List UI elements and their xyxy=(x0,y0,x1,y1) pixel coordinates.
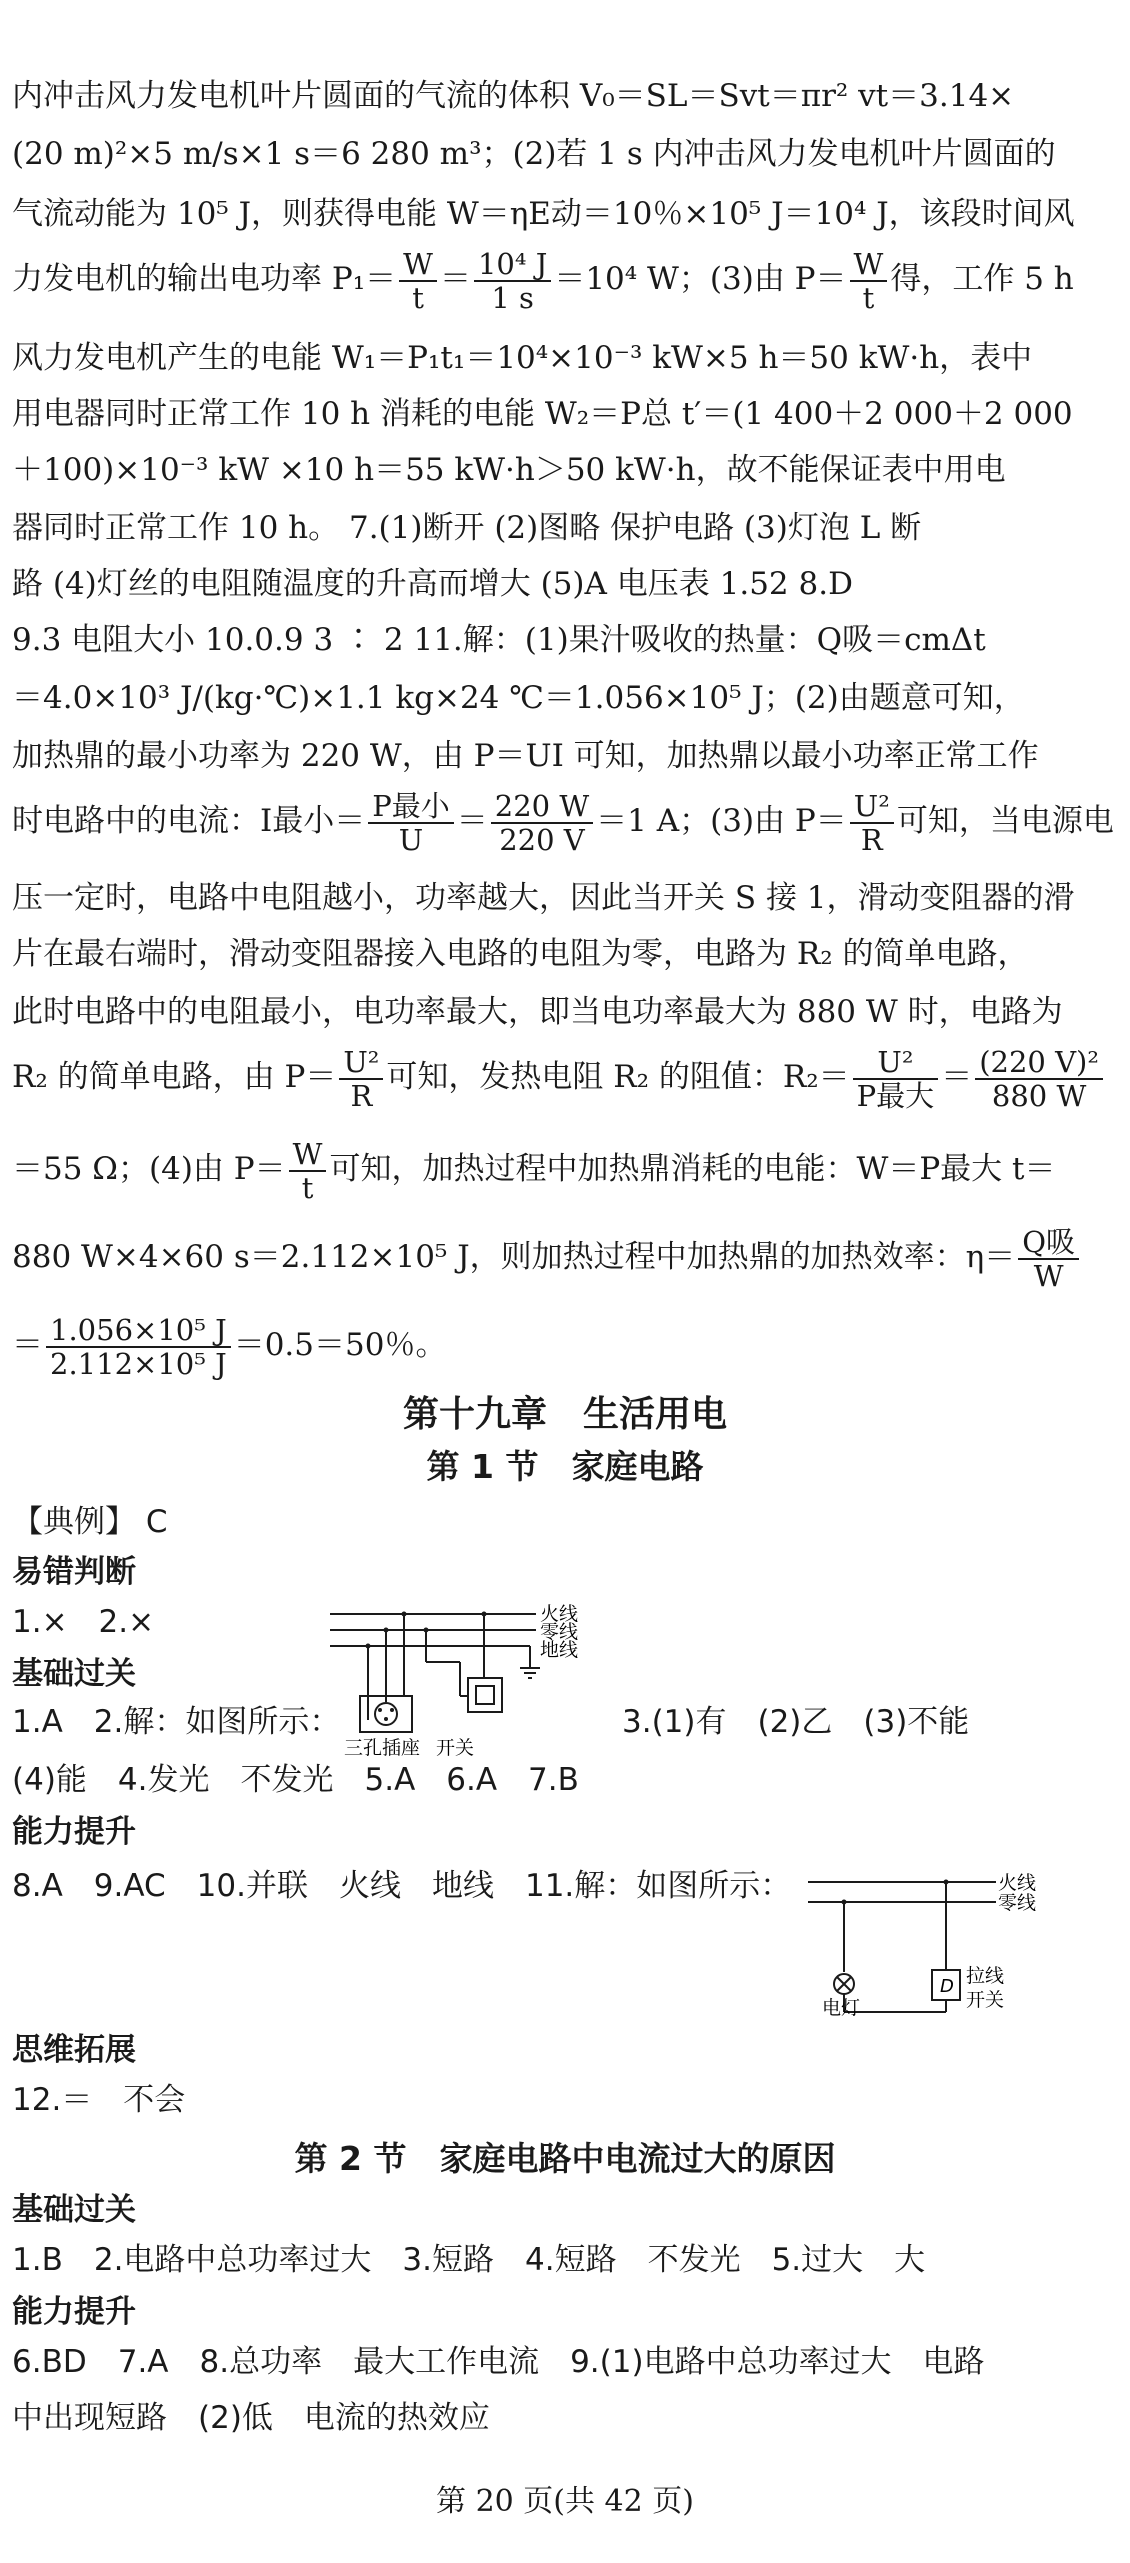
text-seg: ＝10⁴ W；(3)由 P＝ xyxy=(554,261,847,297)
fraction xyxy=(474,248,551,314)
example-answer: 【典例】 C xyxy=(12,1504,168,1540)
fig2-switch-label2: 开关 xyxy=(966,1989,1005,2011)
answer-line: 1.× 2.× xyxy=(12,1604,155,1640)
text-seg: ＝ xyxy=(12,1327,43,1363)
frac-num: Q吸 xyxy=(1018,1226,1079,1260)
text-line: 路 (4)灯丝的电阻随温度的升高而增大 (5)A 电压表 1.52 8.D xyxy=(12,566,853,602)
answer-line: 6.BD 7.A 8.总功率 最大工作电流 9.(1)电路中总功率过大 电路 xyxy=(12,2344,985,2380)
frac-num: 10⁴ J xyxy=(474,248,551,282)
text-seg: 时电路中的电流：I最小＝ xyxy=(12,803,366,839)
fraction xyxy=(850,790,894,856)
frac-den: W xyxy=(1033,1258,1064,1293)
fraction xyxy=(850,248,888,314)
fraction xyxy=(339,1046,383,1112)
page-footer: 第 20 页(共 42 页) xyxy=(436,2484,694,2519)
frac-den: R xyxy=(860,822,883,857)
text-seg: ＝1 A；(3)由 P＝ xyxy=(596,803,847,839)
text-line: 片在最右端时，滑动变阻器接入电路的电阻为零，电路为 R₂ 的简单电路， xyxy=(12,936,1029,972)
fig2-neutral-label: 零线 xyxy=(998,1892,1037,1914)
fig1-ground-label: 地线 xyxy=(540,1639,579,1661)
text-line: 风力发电机产生的电能 W₁＝P₁t₁＝10⁴×10⁻³ kW×5 h＝50 kW·h，表中 xyxy=(12,340,1033,376)
fig2-switch-label1: 拉线 xyxy=(966,1965,1005,1987)
text-line-with-fractions xyxy=(12,1136,1055,1204)
text-line: 加热鼎的最小功率为 220 W，由 P＝UI 可知，加热鼎以最小功率正常工作 xyxy=(12,738,1039,774)
section-title: 第 2 节 家庭电路中电流过大的原因 xyxy=(294,2139,836,2178)
frac-den: t xyxy=(412,280,424,315)
fig1-switch-label: 开关 xyxy=(436,1737,475,1759)
fig2-live-label: 火线 xyxy=(998,1872,1037,1894)
frac-num: 220 W xyxy=(491,790,593,824)
text-seg: ＝ xyxy=(439,261,471,297)
chapter-title: 第十九章 生活用电 xyxy=(402,1394,727,1435)
text-seg: 可知，加热过程中加热鼎消耗的电能：W＝P最大 t＝ xyxy=(329,1151,1056,1187)
circuit-diagram-lamp xyxy=(808,1862,1108,2034)
fraction xyxy=(853,1046,939,1112)
text-line-with-fractions xyxy=(12,1312,446,1380)
answer-line: 12.＝ 不会 xyxy=(12,2082,186,2118)
text-line: 压一定时，电路中电阻越小，功率越大，因此当开关 S 接 1，滑动变阻器的滑 xyxy=(12,880,1075,916)
text-seg: 可知，发热电阻 R₂ 的阻值：R₂＝ xyxy=(386,1059,850,1095)
answer-line: 1.A 2.解：如图所示： xyxy=(12,1704,341,1740)
text-seg: ＝0.5＝50％。 xyxy=(233,1327,447,1363)
frac-num: P最小 xyxy=(368,790,454,824)
text-line: ＋100)×10⁻³ kW ×10 h＝55 kW·h＞50 kW·h，故不能保证表中用电 xyxy=(12,452,1006,488)
frac-num: U² xyxy=(339,1046,383,1080)
text-line: ＝4.0×10³ J/(kg·℃)×1.1 kg×24 ℃＝1.056×10⁵ J；(2)由题意可知， xyxy=(12,680,1025,716)
fig2-lamp-label: 电灯 xyxy=(822,1997,861,2019)
fig1-neutral-label: 零线 xyxy=(540,1621,579,1643)
text-line: 气流动能为 10⁵ J，则获得电能 W＝ηE动＝10％×10⁵ J＝10⁴ J，该段时间风 xyxy=(12,196,1075,232)
frac-num: U² xyxy=(850,790,894,824)
fraction xyxy=(1018,1226,1079,1292)
frac-num: W xyxy=(850,248,888,282)
text-seg: ＝ xyxy=(941,1059,973,1095)
text-seg: 力发电机的输出电功率 P₁＝ xyxy=(12,261,397,297)
circuit-diagram-socket xyxy=(330,1592,618,1760)
text-line-with-fractions xyxy=(12,1224,1082,1292)
text-line-with-fractions xyxy=(12,246,1074,314)
frac-num: (220 V)² xyxy=(975,1046,1103,1080)
frac-den: 1 s xyxy=(491,280,534,315)
answer-line: 1.B 2.电路中总功率过大 3.短路 4.短路 不发光 5.过大 大 xyxy=(12,2242,926,2278)
frac-den: t xyxy=(301,1170,314,1205)
text-line-with-fractions xyxy=(12,788,1114,856)
text-line: 9.3 电阻大小 10.0.9 3 ∶ 2 11.解：(1)果汁吸收的热量：Q吸＝cmΔt xyxy=(12,622,986,658)
text-line: 用电器同时正常工作 10 h 消耗的电能 W₂＝P总 t′＝(1 400＋2 000＋2 000 xyxy=(12,396,1073,432)
frac-den: 880 W xyxy=(991,1078,1087,1113)
text-seg: ＝ xyxy=(456,803,488,839)
text-seg: R₂ 的简单电路，由 P＝ xyxy=(12,1059,337,1095)
fig2-switch-glyph: D xyxy=(940,1976,954,1997)
frac-den: 2.112×10⁵ J xyxy=(50,1346,227,1381)
frac-den: R xyxy=(350,1078,373,1113)
frac-num: W xyxy=(399,248,437,282)
fraction xyxy=(399,248,437,314)
text-seg: 可知，当电源电 xyxy=(896,803,1114,839)
text-seg: 得，工作 5 h xyxy=(890,261,1074,297)
subsection-title: 基础过关 xyxy=(12,1656,136,1692)
frac-den: U xyxy=(398,822,424,857)
frac-den: t xyxy=(862,280,875,315)
section-title: 第 1 节 家庭电路 xyxy=(426,1447,704,1486)
subsection-title: 基础过关 xyxy=(12,2192,136,2228)
subsection-title: 能力提升 xyxy=(12,2294,136,2330)
fraction xyxy=(289,1138,327,1204)
text-line: (20 m)²×5 m/s×1 s＝6 280 m³；(2)若 1 s 内冲击风力发电机叶片圆面的 xyxy=(12,136,1056,172)
fig1-live-label: 火线 xyxy=(540,1603,579,1625)
text-line: 此时电路中的电阻最小，电功率最大，即当电功率最大为 880 W 时，电路为 xyxy=(12,994,1063,1030)
frac-num: U² xyxy=(853,1046,939,1080)
text-line: 内冲击风力发电机叶片圆面的气流的体积 V₀＝SL＝Svt＝πr² vt＝3.14× xyxy=(12,78,1015,114)
text-line: 器同时正常工作 10 h。 7.(1)断开 (2)图略 保护电路 (3)灯泡 L 断 xyxy=(12,510,922,546)
fraction xyxy=(46,1314,231,1380)
frac-num: W xyxy=(289,1138,327,1172)
frac-den: P最大 xyxy=(856,1078,935,1113)
answer-line: (4)能 4.发光 不发光 5.A 6.A 7.B xyxy=(12,1762,579,1798)
answer-line: 3.(1)有 (2)乙 (3)不能 xyxy=(622,1704,970,1740)
frac-den: 220 V xyxy=(499,822,585,857)
text-line-with-fractions xyxy=(12,1044,1106,1112)
text-seg: ＝55 Ω；(4)由 P＝ xyxy=(12,1151,286,1187)
frac-num: 1.056×10⁵ J xyxy=(46,1314,231,1348)
fraction xyxy=(975,1046,1103,1112)
answer-line: 中出现短路 (2)低 电流的热效应 xyxy=(12,2400,490,2436)
subsection-title: 易错判断 xyxy=(12,1554,136,1590)
subsection-title: 能力提升 xyxy=(12,1814,136,1850)
fraction xyxy=(491,790,593,856)
answer-line: 8.A 9.AC 10.并联 火线 地线 11.解：如图所示： xyxy=(12,1868,792,1904)
text-seg: 880 W×4×60 s＝2.112×10⁵ J，则加热过程中加热鼎的加热效率：η＝ xyxy=(12,1239,1016,1275)
subsection-title: 思维拓展 xyxy=(12,2032,136,2068)
fig1-socket-label: 三孔插座 xyxy=(344,1737,421,1759)
fraction xyxy=(368,790,454,856)
